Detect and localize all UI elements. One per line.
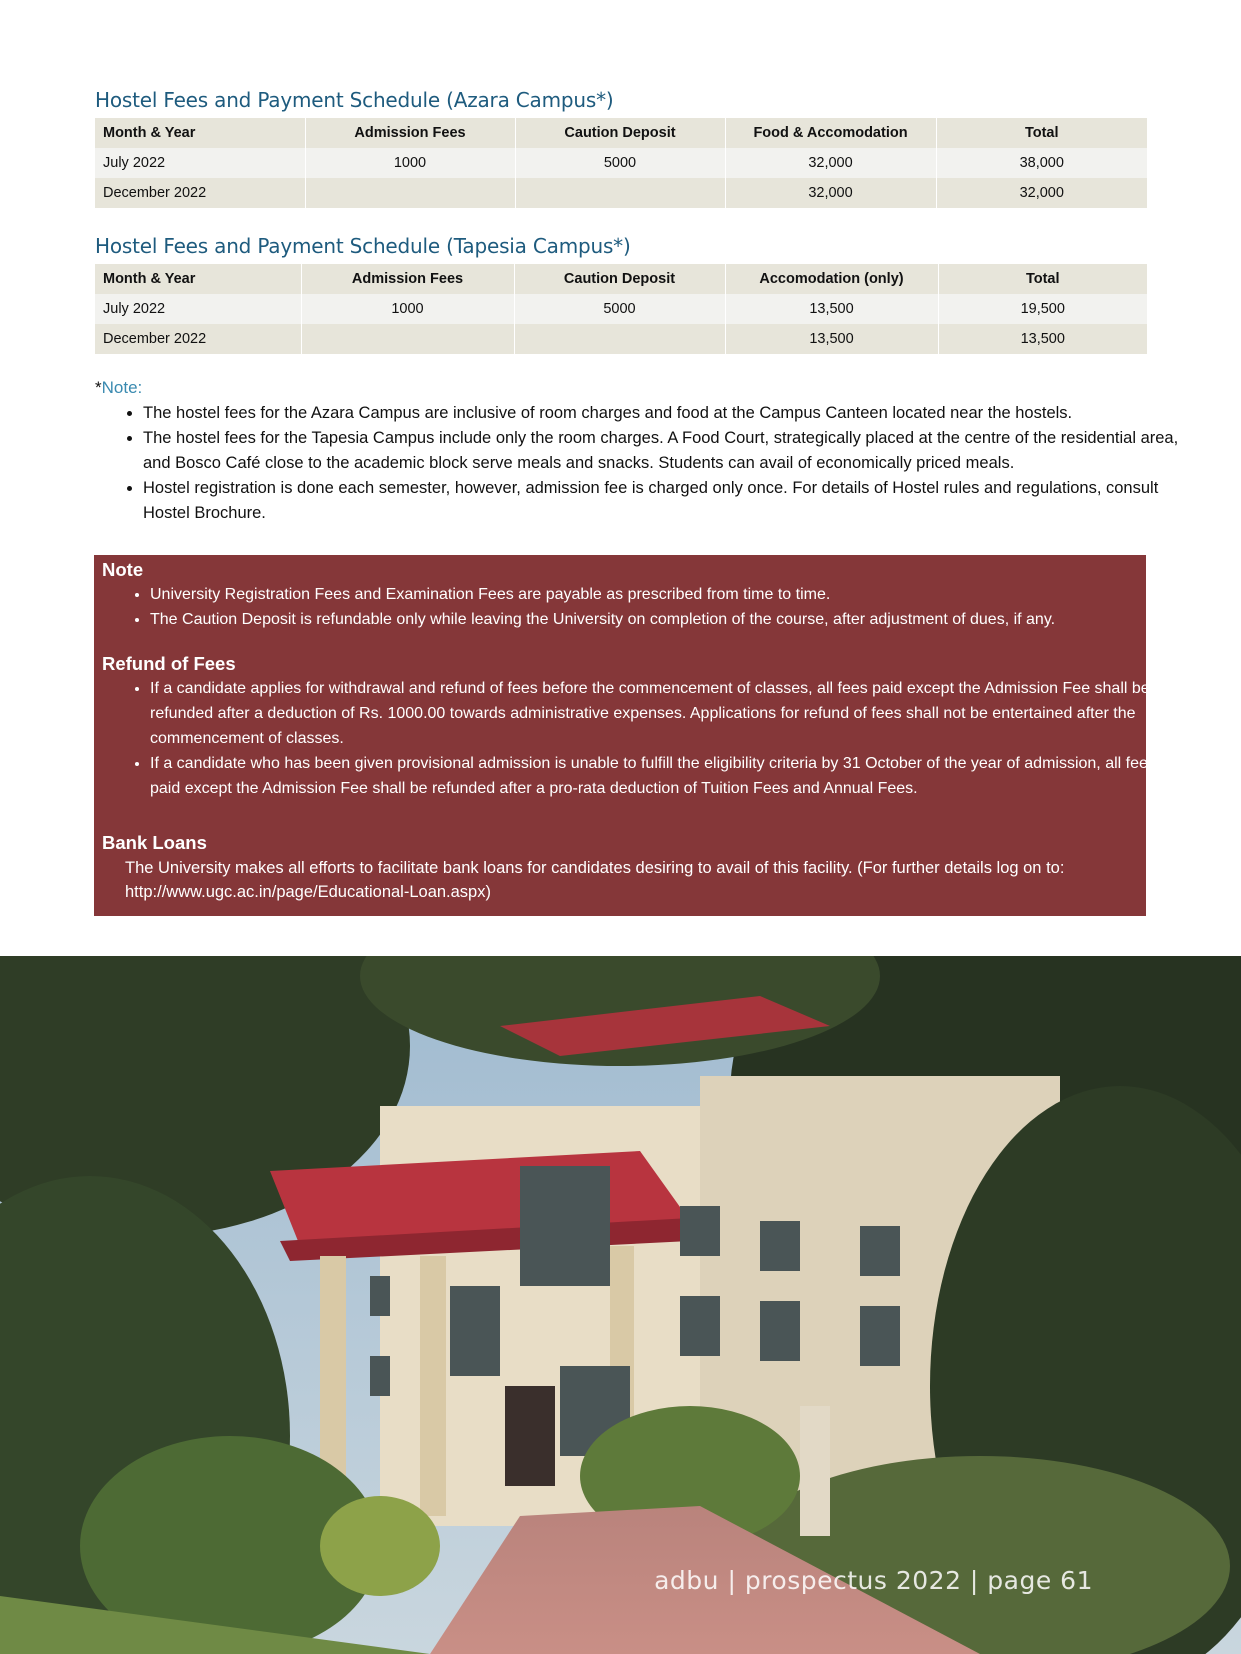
note-word: Note: [101, 378, 143, 397]
bank-loans-heading: Bank Loans [102, 832, 207, 853]
list-item: • The hostel fees for the Tapesia Campus include only the room charges. A Food Court, strategically placed at the centre of the residential area, and Bosco Café close to the academic block serve meals and snacks. Students can avail of economically priced meals. [143, 426, 1195, 476]
table-cell: 1000 [305, 148, 515, 178]
table-row [95, 178, 1147, 208]
table-cell [305, 178, 515, 208]
note-asterisk: * [95, 378, 102, 397]
column-header: Accomodation (only) [725, 264, 938, 294]
tapesia-fees-title: Hostel Fees and Payment Schedule (Tapesia Campus*) [95, 234, 631, 258]
page-footer: adbu | prospectus 2022 | page 61 [654, 1566, 1093, 1595]
table-cell: July 2022 [95, 148, 305, 178]
column-header: Caution Deposit [514, 264, 725, 294]
table-cell: 13,500 [1020, 331, 1065, 347]
table-cell: December 2022 [95, 178, 305, 208]
refund-heading: Refund of Fees [102, 653, 236, 674]
hostel-note-list [95, 401, 1195, 526]
list-item: • Hostel registration is done each semester, however, admission fee is charged only once. For details of Hostel rules and regulations, consult Hostel Brochure. [143, 476, 1195, 526]
list-item: • If a candidate applies for withdrawal and refund of fees before the commencement of classes, all fees paid except the Admission Fee shall be refunded after a deduction of Rs. 1000.00 towards administrative expenses. Applications for refund of fees shall not be entertained after the commencement of classes. [150, 676, 1180, 751]
table-cell: 19,500 [1020, 301, 1065, 317]
bank-loans-text: The University makes all efforts to facilitate bank loans for candidates desiring to avail of this facility. (For further details log on to: http://www.ugc.ac.in/page/Educational-Loan.aspx) [125, 859, 1065, 901]
list-item: • The hostel fees for the Azara Campus are inclusive of room charges and food at the Campus Canteen located near the hostels. [143, 401, 1195, 426]
refund-list [102, 676, 1180, 801]
column-header: Total [1025, 271, 1060, 287]
table-cell: 13,500 [725, 294, 938, 324]
table-row [95, 294, 1147, 324]
table-cell: December 2022 [95, 324, 301, 354]
table-header-row [95, 118, 1147, 148]
table-cell: 5000 [515, 148, 725, 178]
table-cell: 13,500 [725, 324, 938, 354]
table-cell [515, 178, 725, 208]
list-item: • If a candidate who has been given provisional admission is unable to fulfill the eligibility criteria by 31 October of the year of admission, all fees paid except the Admission Fee shall be refunded after a pro-rata deduction of Tuition Fees and Annual Fees. [150, 751, 1180, 801]
table-cell: July 2022 [95, 294, 301, 324]
table-cell [301, 324, 514, 354]
table-row [95, 148, 1147, 178]
note-heading: Note [102, 559, 144, 580]
column-header: Admission Fees [305, 118, 515, 148]
column-header: Admission Fees [301, 264, 514, 294]
table-cell: 5000 [514, 294, 725, 324]
table-cell: 32,000 [1019, 185, 1064, 201]
table-header-row [95, 264, 1147, 294]
column-header: Food & Accomodation [725, 118, 936, 148]
table-cell: 1000 [301, 294, 514, 324]
list-item: • University Registration Fees and Examination Fees are payable as prescribed from time to time. [150, 582, 1180, 607]
column-header: Caution Deposit [515, 118, 725, 148]
hostel-note-label [95, 378, 142, 398]
fees-info-box [94, 555, 1156, 916]
note-list [102, 582, 1180, 632]
table-cell: 32,000 [725, 178, 936, 208]
column-header: Total [1024, 125, 1059, 141]
azara-fees-table [95, 118, 1147, 208]
table-cell: 32,000 [725, 148, 936, 178]
campus-building-photo [0, 956, 1241, 1654]
column-header: Month & Year [95, 118, 305, 148]
table-cell [514, 324, 725, 354]
list-item: • The Caution Deposit is refundable only while leaving the University on completion of the course, after adjustment of dues, if any. [150, 607, 1180, 632]
azara-fees-title: Hostel Fees and Payment Schedule (Azara Campus*) [95, 88, 614, 112]
table-row [95, 324, 1147, 354]
column-header: Month & Year [95, 264, 301, 294]
tapesia-fees-table [95, 264, 1147, 354]
table-cell: 38,000 [1019, 155, 1064, 171]
